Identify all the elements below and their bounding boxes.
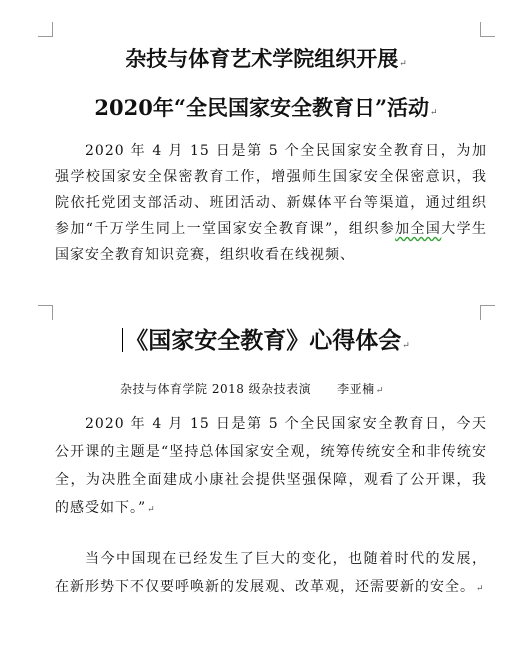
- byline-author: 李亚楠: [337, 382, 375, 396]
- page-corner-mark-top-left: [38, 305, 53, 320]
- text-cursor: [122, 328, 123, 352]
- page-corner-mark-top-right: [480, 22, 495, 37]
- page2-paragraph-2-text: 当今中国现在已经发生了巨大的变化，也随着时代的发展，在新形势下不仅要呼唤新的发展观、改革观，还需要新的安全。: [55, 551, 487, 595]
- page2-paragraph-2[interactable]: [55, 545, 487, 603]
- paragraph-mark: ↵: [402, 341, 410, 351]
- paragraph-mark: ↵: [147, 505, 156, 515]
- page-corner-mark-top-left: [38, 22, 53, 37]
- page1-title-line1-text: 杂技与体育艺术学院组织开展: [125, 46, 399, 71]
- page1-body-paragraph[interactable]: [55, 138, 487, 268]
- page-corner-mark-top-right: [480, 305, 495, 320]
- page1-paragraph-main: 2020 年 4 月 15 日是第 5 个全民国家安全教育日，为加强学校国家安全保密教育工作，增强师生国家安全保密意识，我院依托党团支部活动、班团活动、新媒体平台等渠道，通过组织参加“千万学生同上一堂国家安全教育课”，组织参: [55, 143, 487, 237]
- page2-paragraph-1[interactable]: [55, 410, 487, 524]
- document-page-2: [0, 305, 532, 645]
- page2-title[interactable]: [0, 328, 532, 359]
- page2-paragraph-1-text: 2020 年 4 月 15 日是第 5 个全民国家安全教育日，今天公开课的主题是“坚持总体国家安全观，统筹传统安全和非传统安全，为决胜全面建成小康社会提供坚强保障，观看了公开课，我的感受如下。”: [55, 416, 487, 516]
- paragraph-mark: ↵: [430, 108, 438, 118]
- document-page-1: [0, 0, 532, 300]
- page2-byline[interactable]: [120, 380, 450, 397]
- paragraph-mark: ↵: [476, 584, 485, 594]
- spelling-squiggle-text: 加全国: [395, 221, 442, 237]
- page1-title-line2-text: 2020年“全民国家安全教育日”活动: [94, 95, 430, 120]
- page1-paragraph-tail: 大学生国家安全教育知识竞赛，组织收看在线视频、: [55, 221, 488, 263]
- page2-title-text: 《国家安全教育》心得体会: [125, 327, 402, 354]
- paragraph-mark: ↵: [399, 59, 407, 69]
- page1-title-line2[interactable]: [0, 95, 532, 126]
- paragraph-mark: ↵: [375, 386, 384, 396]
- byline-org: 杂技与体育学院 2018 级杂技表演: [120, 382, 312, 396]
- page1-title-line1[interactable]: [0, 46, 532, 77]
